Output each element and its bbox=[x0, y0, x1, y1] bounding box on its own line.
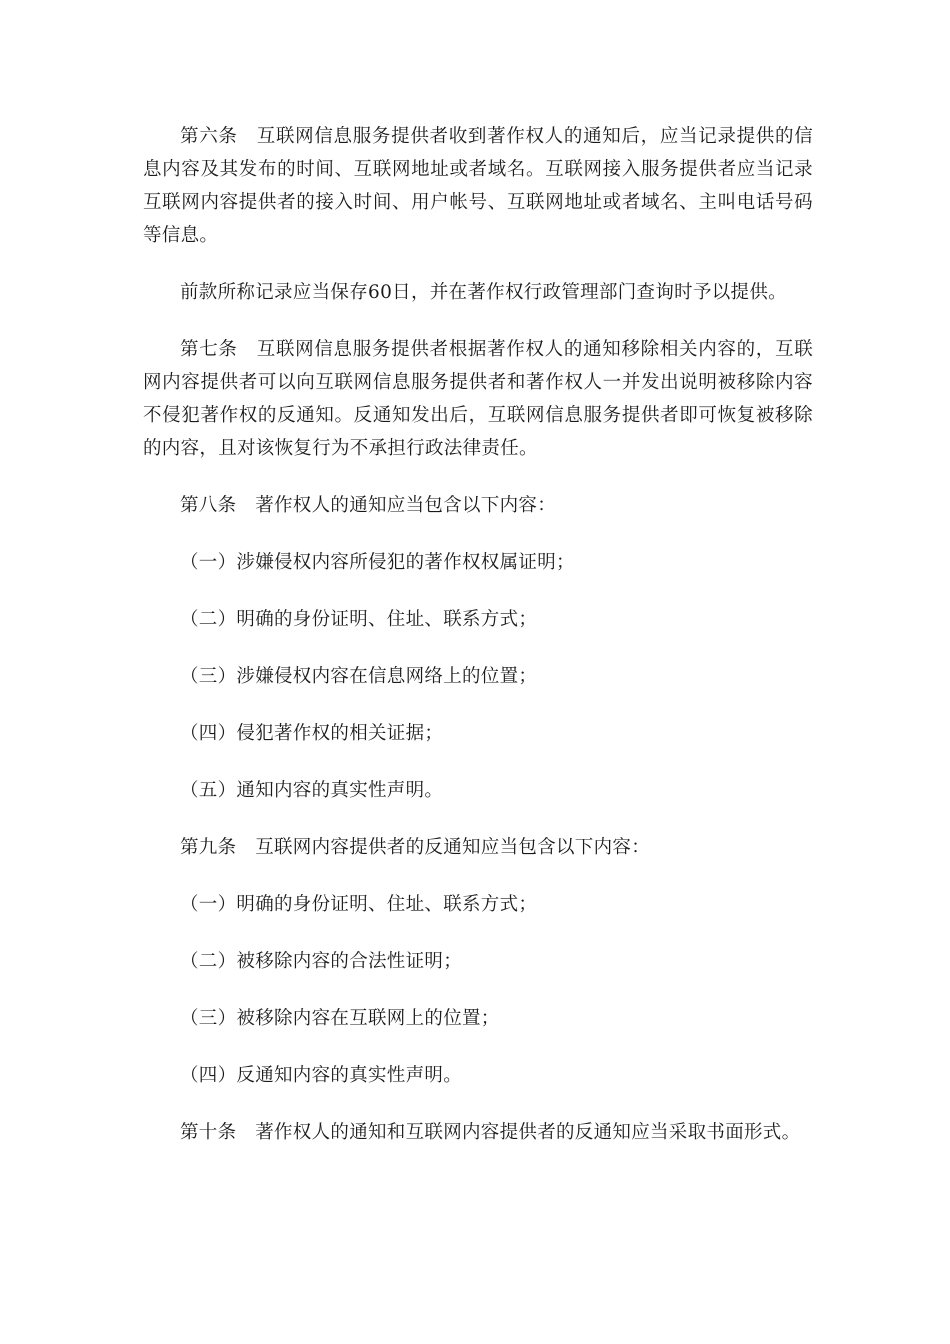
article-9-item-2: （二）被移除内容的合法性证明； bbox=[180, 951, 463, 972]
article-8-item-4: （四）侵犯著作权的相关证据； bbox=[180, 723, 444, 744]
article-7-paragraph: 第七条 互联网信息服务提供者根据著作权人的通知移除相关内容的，互联网内容提供者可以向互联网信息服务提供者和著作权人一并发出说明被移除内容不侵犯著作权的反通知。反通知发出后，互联网信息服务提供者即可恢复被移除的内容，且对该恢复行为不承担行政法律责任。 bbox=[143, 339, 813, 459]
article-6-record-retention-paragraph: 前款所称记录应当保存60日，并在著作权行政管理部门查询时予以提供。 bbox=[180, 282, 787, 303]
article-8-item-3: （三）涉嫌侵权内容在信息网络上的位置； bbox=[180, 666, 538, 687]
article-9-item-1: （一）明确的身份证明、住址、联系方式； bbox=[180, 894, 538, 915]
article-9-paragraph: 第九条 互联网内容提供者的反通知应当包含以下内容： bbox=[180, 837, 651, 858]
article-10-paragraph: 第十条 著作权人的通知和互联网内容提供者的反通知应当采取书面形式。 bbox=[180, 1122, 801, 1143]
article-6-paragraph: 第六条 互联网信息服务提供者收到著作权人的通知后，应当记录提供的信息内容及其发布的时间、互联网地址或者域名。互联网接入服务提供者应当记录互联网内容提供者的接入时间、用户帐号、互联网地址或者域名、主叫电话号码等信息。 bbox=[143, 126, 813, 246]
article-8-item-1: （一）涉嫌侵权内容所侵犯的著作权权属证明； bbox=[180, 552, 575, 573]
article-8-item-2: （二）明确的身份证明、住址、联系方式； bbox=[180, 609, 538, 630]
article-8-paragraph: 第八条 著作权人的通知应当包含以下内容： bbox=[180, 495, 557, 516]
article-8-item-5: （五）通知内容的真实性声明。 bbox=[180, 780, 444, 801]
article-9-item-4: （四）反通知内容的真实性声明。 bbox=[180, 1065, 463, 1086]
document-page bbox=[143, 120, 813, 1173]
article-9-item-3: （三）被移除内容在互联网上的位置； bbox=[180, 1008, 500, 1029]
